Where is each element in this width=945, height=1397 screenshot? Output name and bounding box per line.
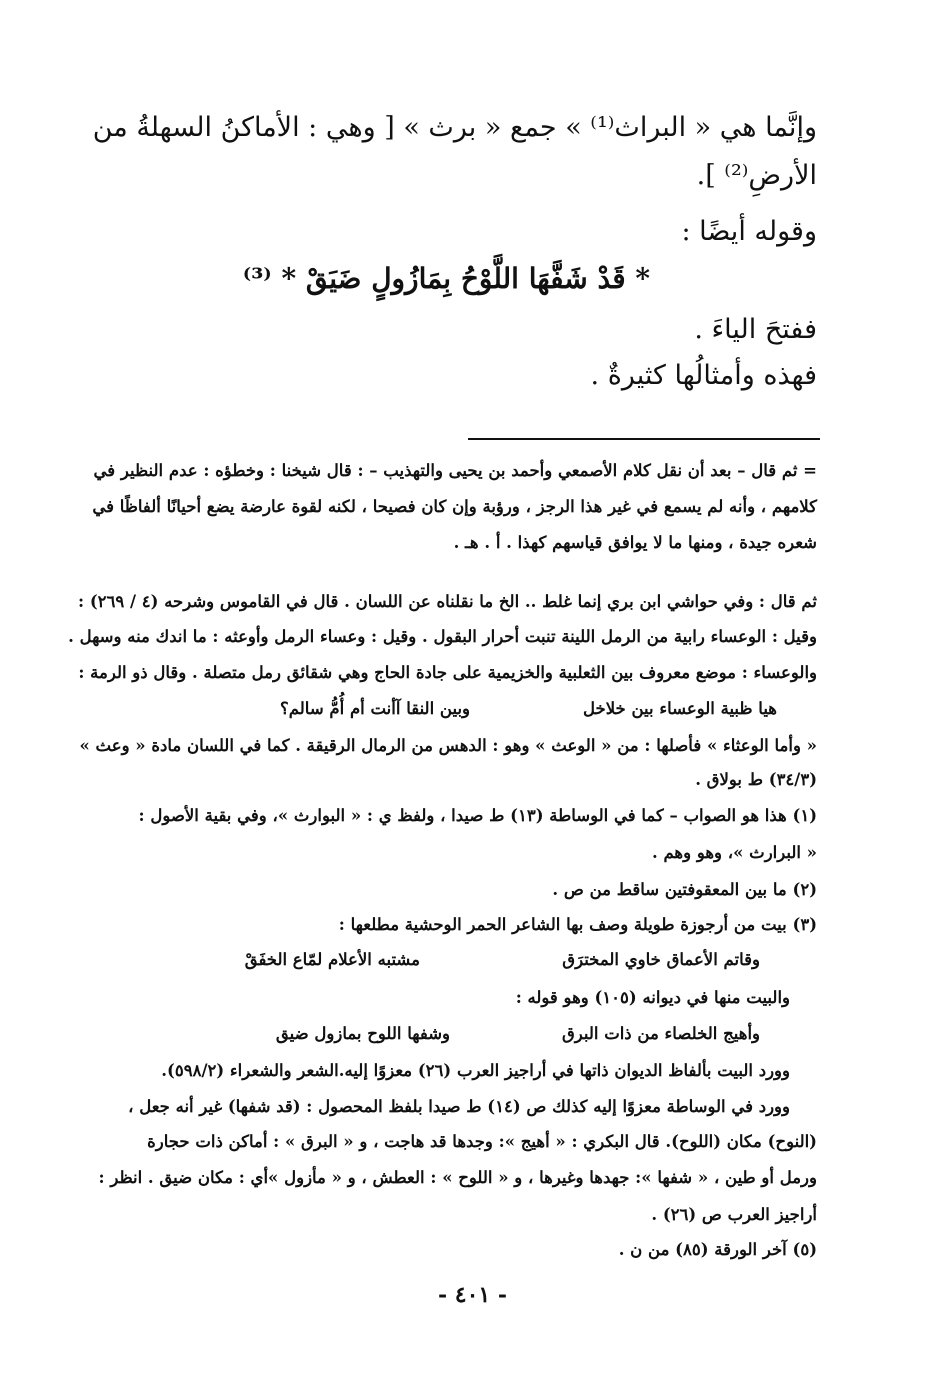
main-text-line-5: فهذه وأمثالُها كثيرةٌ . (590, 360, 817, 391)
footnote-3: (٣) بيت من أرجوزة طويلة وصف بها الشاعر الحمر الوحشية مطلعها : (338, 915, 817, 934)
verse-line: * قَدْ شَفَّهَا اللَّوْحُ بِمَازُولٍ ضَيَقْ * ⁽³⁾ (242, 262, 650, 295)
footnote-line: ورمل أو طين ، « شفها »: جهدها وغيرها ، و « اللوح » : العطش ، و « مأزول »أي : مكان ضيق . انظر : (98, 1168, 817, 1187)
main-text-line-4: ففتحَ الياءَ . (694, 314, 817, 345)
footnote-line: شعره جيدة ، ومنها ما لا يوافق قياسهم كهذا . أ . هـ . (453, 533, 817, 552)
footnote-line: (٣٤/٣) ط بولاق . (695, 770, 817, 789)
footnote-line: = ثم قال – بعد أن نقل كلام الأصمعي وأحمد بن يحيى والتهذيب – : قال شيخنا : وخطؤه : عدم النظير في (93, 461, 817, 480)
footnote-line: أراجيز العرب ص (٢٦) . (651, 1205, 817, 1224)
footnote-2: (٢) ما بين المعقوفتين ساقط من ص . (552, 880, 817, 899)
footnote-line: والوعساء : موضع معروف بين الثعلبية والخزيمية على جادة الحاج وهي شقائق رمل متصلة . وقال ذو الرمة : (78, 663, 817, 682)
main-text-line-3: وقوله أيضًا : (681, 216, 817, 247)
footnote-line: وقيل : الوعساء رابية من الرمل اللينة تنبت أحرار البقول . وقيل : وعساء الرمل وأوعثه : ما اندك منه وسهل . (68, 627, 817, 646)
footnote-line: (النوح) مكان (اللوح). قال البكري : « أهيج »: وجدها قد هاجت ، و « البرق » : أماكن ذات حجارة (147, 1132, 817, 1151)
main-text-line-2: الأرضِ⁽²⁾ ]. (696, 160, 817, 191)
page-number: - ٤٠١ - (437, 1282, 508, 1308)
footnote-line: وورد البيت بألفاظ الديوان ذاتها في أراجيز العرب (٢٦) معزوًا إليه.الشعر والشعراء (٥٩٨/٢). (161, 1061, 790, 1080)
footnote-line: « وأما الوعثاء » فأصلها : من « الوعث » وهو : الدهس من الرمال الرقيقة . كما في اللسان مادة « وعث » (79, 736, 817, 755)
footnote-line: كلامهم ، وأنه لم يسمع في غير هذا الرجز ، ورؤبة وإن كان فصيحا ، لكنه لقوة عارضة يضع أحيانًا ألفاظًا في (92, 497, 817, 516)
footnote-1: (١) هذا هو الصواب – كما في الوساطة (١٣) ط صيدا ، ولفظ ي : « البوارث »، وفي بقية الأصول : (138, 806, 817, 825)
verse-hemistich-left: مشتبه الأعلام لمّاع الخفَقْ (244, 950, 420, 969)
footnote-separator (468, 438, 820, 440)
main-text-line-1: وإنَّما هي « البراث⁽¹⁾ » جمع « برث » [ وهي : الأماكنُ السهلةُ من (92, 112, 817, 143)
footnote-line: ثم قال : وفي حواشي ابن بري إنما غلط .. الخ ما نقلناه عن اللسان . قال في القاموس وشرحه (٤ / ٢٦٩) : (78, 592, 817, 611)
verse-hemistich-right: وأهيج الخلصاء من ذات البرق (561, 1024, 760, 1043)
footnote-5: (٥) آخر الورقة (٨٥) من ن . (618, 1240, 817, 1259)
footnote-line: وورد في الوساطة معزوًا إليه كذلك ص (١٤) ط صيدا بلفظ المحصول : (قد شفها) غير أنه جعل ، (128, 1097, 790, 1116)
verse-hemistich-left: وشفها اللوح بمازول ضيق (275, 1024, 450, 1043)
footnote-1-cont: « البرارث »، وهو وهم . (651, 843, 817, 862)
verse-hemistich-left: وبين النقا آأنت أم أُمُّ سالم؟ (280, 699, 470, 718)
verse-hemistich-right: هيا ظبية الوعساء بين خلاخل (583, 699, 777, 718)
footnote-line: والبيت منها في ديوانه (١٠٥) وهو قوله : (515, 988, 790, 1007)
verse-hemistich-right: وقاتم الأعماق خاوي المخترَق (562, 950, 760, 969)
